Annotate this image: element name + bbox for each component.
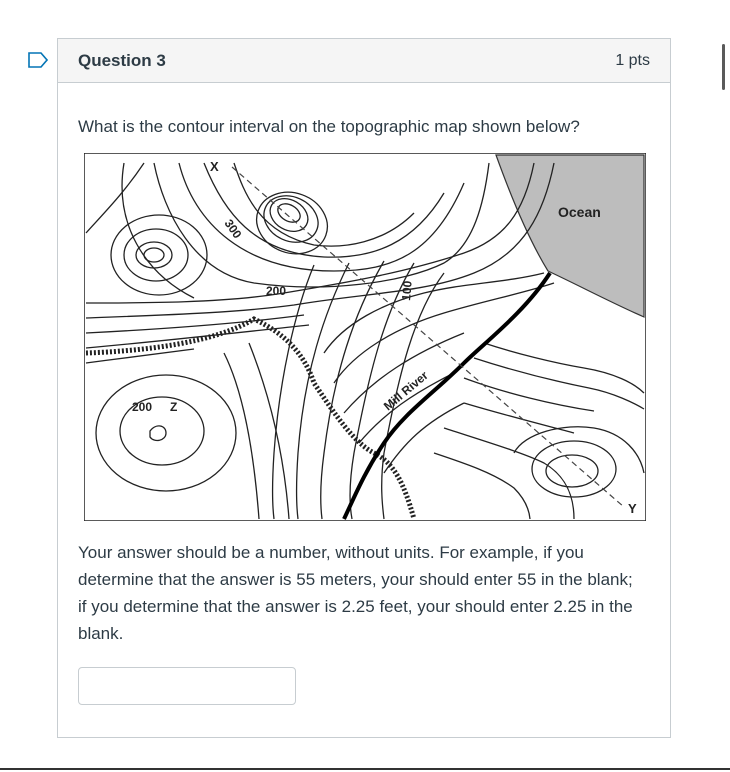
- contour-label-100: 100: [399, 280, 415, 302]
- question-header: [58, 39, 670, 83]
- scrollbar-thumb[interactable]: [722, 44, 725, 90]
- question-points: 1 pts: [615, 51, 650, 69]
- answer-instructions: Your answer should be a number, without units. For example, if you determine that the answer is 55 meters, your should enter 55 in the blank; if you determine that the answer is 2.25 feet, your should enter 2.25 in the blank.: [78, 543, 633, 643]
- question-card: [57, 38, 671, 738]
- question-title: Question 3: [78, 50, 166, 70]
- answer-input[interactable]: [78, 667, 296, 705]
- question-prompt: What is the contour interval on the topographic map shown below?: [78, 117, 580, 136]
- topographic-map-svg: [84, 153, 646, 521]
- point-label-z: Z: [170, 400, 178, 414]
- point-label-x: X: [210, 159, 219, 174]
- page-divider: [0, 768, 730, 770]
- point-label-y: Y: [628, 501, 637, 516]
- bookmark-flag-icon[interactable]: [28, 52, 48, 68]
- river-label: Mill River: [380, 368, 431, 414]
- topographic-map: [84, 153, 646, 521]
- contour-label-300: 300: [221, 216, 245, 242]
- contour-label-200-left: 200: [132, 400, 153, 414]
- contour-label-200-top: 200: [266, 284, 287, 298]
- ocean-label: Ocean: [558, 204, 601, 220]
